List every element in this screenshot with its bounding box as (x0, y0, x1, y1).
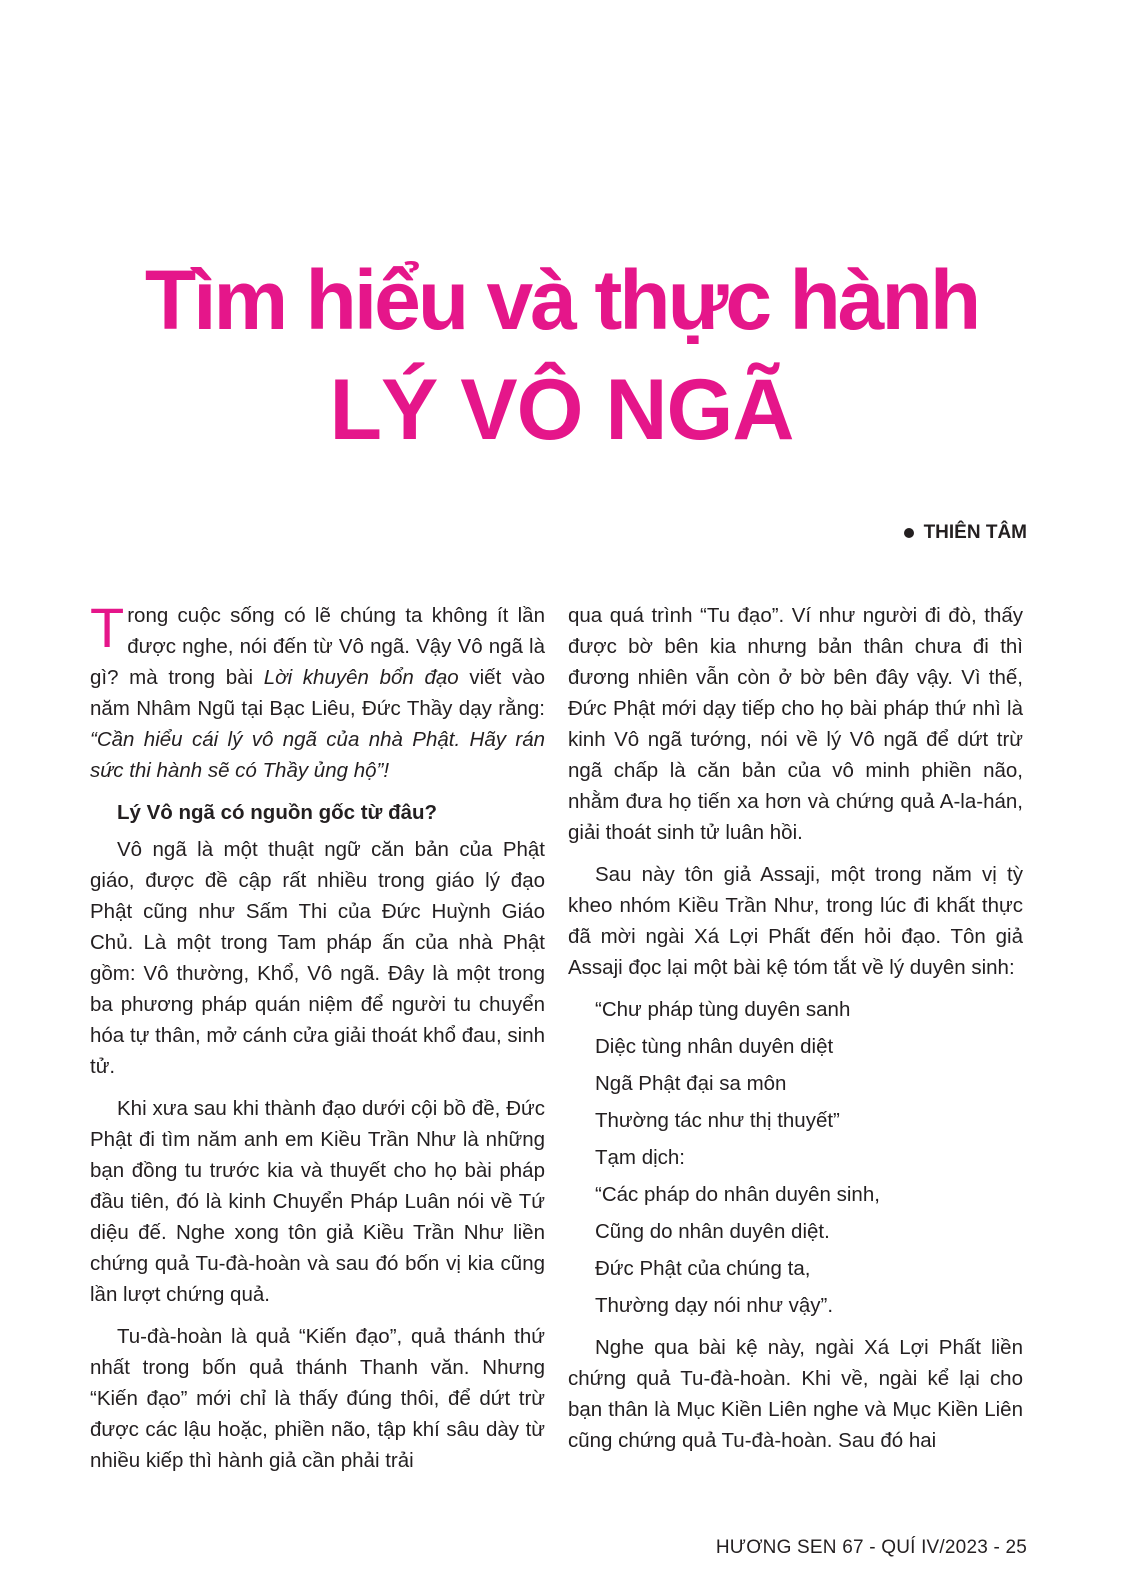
right-column (568, 600, 1023, 1467)
paragraph: Nghe qua bài kệ này, ngài Xá Lợi Phất liền chứng quả Tu-đà-hoàn. Khi về, ngài kể lại cho bạn thân là Mục Kiền Liên nghe và Mục Kiền Liên cũng chứng quả Tu-đà-hoàn. Sau đó hai (568, 1336, 1023, 1452)
paragraph-continued: qua quá trình “Tu đạo”. Ví như người đi đò, thấy được bờ bên kia nhưng bản thân chưa đi thì đương nhiên vẫn còn ở bờ bên đây vậy. Vì thế, Đức Phật mới dạy tiếp cho họ bài pháp thứ nhì là kinh Vô ngã tướng, nói về lý Vô ngã để dứt trừ ngã chấp là căn bản của vô minh phiền não, nhằm đưa họ tiến xa hơn và chứng quả A-la-hán, giải thoát sinh tử luân hồi. (568, 604, 1023, 844)
author-byline (904, 522, 1027, 544)
verse-line: Thường dạy nói như vậy”. (595, 1294, 834, 1317)
intro-text-b: viết vào năm Nhâm Ngũ tại Bạc Liêu, Đức Thầy dạy rằng: (90, 666, 545, 720)
author-name: THIÊN TÂM (923, 522, 1027, 543)
paragraph: Sau này tôn giả Assaji, một trong năm vị tỳ kheo nhóm Kiều Trần Như, trong lúc đi khất thực đã mời ngài Xá Lợi Phất đến hỏi đạo. Tôn giả Assaji đọc lại một bài kệ tóm tắt về lý duyên sinh: (568, 863, 1023, 979)
title-line-2: LÝ VÔ NGÃ (329, 362, 794, 458)
intro-quote: “Cần hiểu cái lý vô ngã của nhà Phật. Hãy rán sức thi hành sẽ có Thầy ủng hộ”! (90, 728, 545, 782)
work-title: Lời khuyên bổn đạo (263, 666, 459, 689)
page-footer: HƯƠNG SEN 67 - QUÍ IV/2023 - 25 (715, 1537, 1027, 1558)
verse-line: Thường tác như thị thuyết” (595, 1109, 840, 1132)
left-column (90, 596, 545, 1487)
paragraph: Khi xưa sau khi thành đạo dưới cội bồ đề, Đức Phật đi tìm năm anh em Kiều Trần Như là những bạn đồng tu trước kia và thuyết cho họ bài pháp đầu tiên, đó là kinh Chuyển Pháp Luân nói về Tứ diệu đế. Nghe xong tôn giả Kiều Trần Như liền chứng quả Tu-đà-hoàn và sau đó bốn vị kia cũng lần lượt chứng quả. (90, 1097, 545, 1306)
paragraph: Tu-đà-hoàn là quả “Kiến đạo”, quả thánh thứ nhất trong bốn quả thánh Thanh văn. Nhưng “Kiến đạo” mới chỉ là thấy đúng thôi, để dứt trừ được các lậu hoặc, phiền não, tập khí sâu dày từ nhiều kiếp thì hành giả cần phải trải (90, 1325, 545, 1472)
intro-paragraph (90, 596, 545, 786)
verse-line: Diệc tùng nhân duyên diệt (595, 1035, 834, 1058)
verse-line: Ngã Phật đại sa môn (595, 1072, 787, 1095)
section-subheading: Lý Vô ngã có nguồn gốc từ đâu? (117, 801, 438, 824)
verse-line: Cũng do nhân duyên diệt. (595, 1220, 830, 1243)
intro-text-a: rong cuộc sống có lẽ chúng ta không ít lần được nghe, nói đến từ Vô ngã. Vậy Vô ngã là gì? mà trong bài (90, 604, 545, 689)
bullet-icon (904, 528, 914, 538)
verse-block (568, 994, 1023, 1321)
translation-label: Tạm dịch: (595, 1146, 685, 1169)
article-title (0, 250, 1123, 460)
verse-line: “Chư pháp tùng duyên sanh (595, 998, 851, 1021)
drop-cap: T (90, 596, 125, 659)
paragraph: Vô ngã là một thuật ngữ căn bản của Phật giáo, được đề cập rất nhiều trong giáo lý đạo Phật cũng như Sấm Thi của Đức Huỳnh Giáo Chủ. Là một trong Tam pháp ấn của nhà Phật gồm: Vô thường, Khổ, Vô ngã. Đây là một trong ba phương pháp quán niệm để người tu chuyển hóa tự thân, mở cánh cửa giải thoát khổ đau, sinh tử. (90, 838, 545, 1078)
title-line-1: Tìm hiểu và thực hành (144, 253, 979, 347)
verse-line: “Các pháp do nhân duyên sinh, (595, 1183, 880, 1206)
verse-line: Đức Phật của chúng ta, (595, 1257, 811, 1280)
